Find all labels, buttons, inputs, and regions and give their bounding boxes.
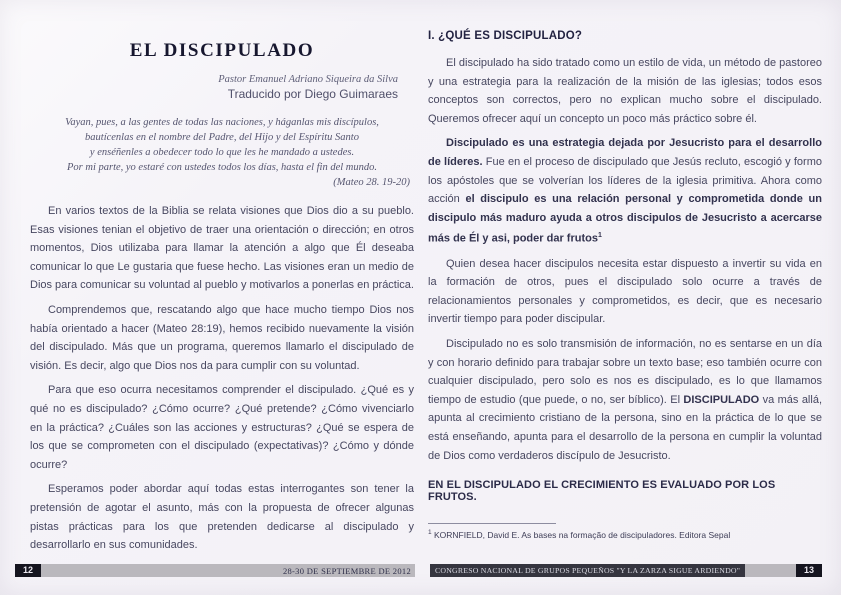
scripture-quote <box>30 115 414 175</box>
right-footer-bar <box>745 564 796 577</box>
document-title: EL DISCIPULADO <box>129 40 315 61</box>
author-line: Pastor Emanuel Adriano Siqueira da Silva <box>218 74 398 85</box>
paragraph: El discipulado ha sido tratado como un estilo de vida, un método de pastoreo y una estrategia para la realización de la misión de las iglesias; todos esos conceptos son correctos, pero no explican mucho sobre el discipulado. Queremos ofrecer aquí un concepto un poco más práctico sobre él. <box>428 57 822 125</box>
paragraph: Discipulado no es solo transmisión de información, no es sentarse en un día y con horario definido para trabajar sobre un texto base; eso también ocurre con cualquier discipulado, pero solo es nos es discipulado, es lo que llamamos tiempo de estudio (que puede, o no, ser bíblico). El DISCIPULADO va más allá, apunta al crecimiento cristiano de la persona, sino en la práctica de lo que se está enseñando, apunta para el desarrollo de la persona en cumplir la voluntad de Dios como verdaderos discípulo de Jesucristo. <box>428 337 822 462</box>
left-page-number: 12 <box>15 564 41 577</box>
right-page-body <box>428 54 822 465</box>
footnote <box>428 529 822 540</box>
closing-statement: EN EL DISCIPULADO EL CRECIMIENTO ES EVALUADO POR LOS FRUTOS. <box>428 479 776 504</box>
paragraph: Discipulado es una estrategia dejada por Jesucristo para el desarrollo de líderes. Fue en el proceso de discipulado que Jesús recluto, escogió y formo los apóstoles que se volverían los líderes de la iglesia primitiva. Ahora como acción el discipulo es una relación personal y comprometida donde un discipulo más maduro ayuda a otros discipulos de Jesucristo a acercarse más de Él y asi, poder dar frutos$^1$ <box>428 137 822 245</box>
byline <box>30 74 414 101</box>
congress-banner: CONGRESO NACIONAL DE GRUPOS PEQUEÑOS "Y LA ZARZA SIGUE ARDIENDO" <box>430 564 745 577</box>
right-page <box>428 30 822 540</box>
footnote-marker: 1 <box>428 529 432 537</box>
paragraph: Para que eso ocurra necesitamos comprender el discipulado. ¿Qué es y qué no es discipulado? ¿Cómo ocurre? ¿Qué pretende? ¿Cómo vivenciarlo en la práctica? ¿Cuáles son las acciones y estructuras? ¿Qué se espera de los que se comprometen con el discipulado (expectativas)? ¿Cómo y dónde ocurre? <box>30 384 414 471</box>
section-heading: I. ¿QUÉ ES DISCIPULADO? <box>428 30 583 42</box>
paragraph: En varios textos de la Biblia se relata visiones que Dios dio a su pueblo. Esas visiones tenian el objetivo de traer una orientación o dirección; en otros momentos, Dios utilizaba para llamar la atención a algo que Él deseaba comunicar lo que Le gustaria que fuese hecho. Las visiones eran un medio de Dios para comunicar su voluntad al pueblo y motivarlos a ponerlas en práctica. <box>30 205 414 292</box>
quote-line: Por mi parte, yo estaré con ustedes todos los días, hasta el fin del mundo. <box>66 162 378 173</box>
right-page-number: 13 <box>796 564 822 577</box>
paragraph: Quien desea hacer discipulos necesita estar dispuesto a invertir su vida en la formación de otros, pues el discipulado solo ocurre a través de relacionamientos personales y comprometidos, es decir, que es necesario invertir tiempo para poder discipular. <box>428 257 822 326</box>
left-page <box>30 34 414 561</box>
scripture-citation: (Mateo 28. 19-20) <box>333 177 410 188</box>
paragraph: Esperamos poder abordar aquí todas estas interrogantes son tener la pretensión de agotar el asunto, más con la propuesta de ofrecer algunas pistas prácticas para los que pretenden dedicarse al discipulado y desarrollarlo en sus comunidades. <box>30 483 414 552</box>
footnote-text: KORNFIELD, David E. As bases na formação de discipuladores. Editora Sepal <box>431 529 731 540</box>
footer-date: 28-30 DE SEPTIEMBRE DE 2012 <box>282 565 411 576</box>
quote-line: Vayan, pues, a las gentes de todas las naciones, y háganlas mis discípulos, <box>65 117 379 128</box>
footnote-rule <box>428 523 556 524</box>
translator-line: Traducido por Diego Guimaraes <box>227 87 398 101</box>
left-page-footer <box>15 564 415 577</box>
paragraph: Comprendemos que, rescatando algo que hace mucho tiempo Dios nos había orientado a hacer (Mateo 28:19), hemos recibido nuevamente la visión del discipulado. Más que un programa, queremos llamarlo el discipulado de visión. Es decir, algo que Dios nos da para cumplir con su voluntad. <box>30 303 414 372</box>
quote-line: y enséñenles a obedecer todo lo que les he mandado a ustedes. <box>89 147 355 158</box>
quote-line: bautícenlas en el nombre del Padre, del Hijo y del Espíritu Santo <box>85 132 359 143</box>
left-page-body <box>30 202 414 555</box>
left-footer-bar <box>41 564 415 577</box>
right-page-footer <box>430 564 822 577</box>
